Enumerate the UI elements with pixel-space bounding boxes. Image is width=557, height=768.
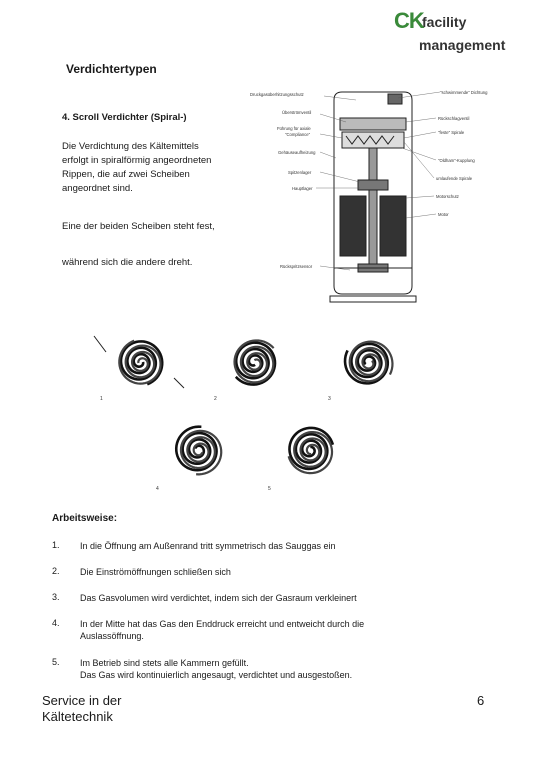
paragraph-line: angeordnet sind. bbox=[62, 183, 133, 194]
paragraph-1 bbox=[62, 140, 262, 196]
inlet-arrow-left bbox=[94, 336, 106, 352]
step-number-1: 1. bbox=[52, 540, 60, 550]
label-rueckschlagventil: Rückschlagventil bbox=[438, 116, 470, 121]
page-number: 6 bbox=[477, 693, 485, 708]
work-title: Arbeitsweise: bbox=[52, 513, 118, 524]
scroll-pair-2 bbox=[235, 340, 276, 384]
step-line: Im Betrieb sind stets alle Kammern gefüllt. bbox=[80, 658, 249, 668]
label-ueberstroemventil: Überströmventil bbox=[282, 110, 312, 115]
paragraph-line: während sich die andere dreht. bbox=[62, 257, 193, 268]
label-motor: Motor bbox=[438, 212, 449, 217]
label-motorschutz: Motorschutz bbox=[436, 194, 459, 199]
page-heading: Verdichtertypen bbox=[66, 62, 157, 76]
paragraph-line: Eine der beiden Scheiben steht fest, bbox=[62, 221, 215, 232]
step-text-1 bbox=[80, 540, 480, 552]
paragraph-line: Rippen, die auf zwei Scheiben bbox=[62, 169, 190, 180]
label-umlaufende-spirale: umlaufende Spirale bbox=[436, 176, 473, 181]
section-subheading: 4. Scroll Verdichter (Spiral-) bbox=[62, 112, 187, 123]
step-text-3 bbox=[80, 592, 480, 604]
label-compliance: "Compliance" bbox=[285, 132, 311, 137]
scroll-spiral-sequence bbox=[90, 320, 430, 500]
step-line: Die Einströmöffnungen schließen sich bbox=[80, 567, 231, 577]
label-rueckspritzsensor: Rückspritzsensor bbox=[280, 264, 313, 269]
paragraph-line: Die Verdichtung des Kältemittels bbox=[62, 141, 199, 152]
paragraph-line: erfolgt in spiralförmig angeordneten bbox=[62, 155, 212, 166]
orbiting-scroll bbox=[289, 432, 332, 473]
label-schwimmende-dichtung: "schwimmende" Dichtung bbox=[440, 90, 488, 95]
step-text-5 bbox=[80, 657, 480, 681]
orbiting-scroll bbox=[350, 342, 393, 382]
step-number-5: 5. bbox=[52, 657, 60, 667]
step-text-2 bbox=[80, 566, 480, 578]
label-gehaeuseaufheizung: Gehäuseaufheizung bbox=[278, 150, 316, 155]
inlet-arrow-right bbox=[174, 378, 184, 388]
step-line: In der Mitte hat das Gas den Enddruck erreicht und entweicht durch die bbox=[80, 619, 365, 629]
spiral-number-4: 4 bbox=[156, 486, 159, 492]
label-fuehrung: Führung für axiale bbox=[277, 126, 311, 131]
label-druckgas: Druckgasüberhitzungsschutz bbox=[250, 92, 304, 97]
spiral-number-3: 3 bbox=[328, 396, 331, 402]
step-number-3: 3. bbox=[52, 592, 60, 602]
step-line: Auslassöffnung. bbox=[80, 631, 144, 641]
paragraph-3 bbox=[62, 256, 262, 270]
footer-line: Service in der bbox=[42, 693, 122, 708]
label-spitzenlager: Spitzenlager bbox=[288, 170, 312, 175]
scroll-pair-1 bbox=[119, 341, 162, 385]
label-hauptlager: Hauptlager bbox=[292, 186, 313, 191]
scroll-compressor-diagram bbox=[250, 88, 546, 308]
footer-line: Kältetechnik bbox=[42, 709, 113, 724]
footer-title bbox=[42, 693, 202, 725]
step-line: In die Öffnung am Außenrand tritt symmetrisch das Sauggas ein bbox=[80, 541, 336, 551]
label-oldham: "Oldham"-Kupplung bbox=[438, 158, 475, 163]
step-number-4: 4. bbox=[52, 618, 60, 628]
scroll-pair-4 bbox=[176, 427, 221, 475]
label-feste-spirale: "feste" Spirale bbox=[438, 130, 465, 135]
step-line: Das Gas wird kontinuierlich angesaugt, verdichtet und ausgestoßen. bbox=[80, 670, 353, 680]
fixed-scroll bbox=[289, 428, 332, 469]
step-text-4 bbox=[80, 618, 480, 642]
logo-line2: management bbox=[419, 37, 506, 53]
spiral-number-2: 2 bbox=[214, 396, 217, 402]
logo-ck: CK bbox=[394, 8, 424, 33]
spiral-number-5: 5 bbox=[268, 486, 271, 492]
step-number-2: 2. bbox=[52, 566, 60, 576]
scroll-pair-5 bbox=[289, 428, 333, 473]
spiral-number-1: 1 bbox=[100, 396, 103, 402]
scroll-pair-3 bbox=[345, 342, 392, 384]
logo-line1: facility bbox=[422, 14, 467, 30]
step-line: Das Gasvolumen wird verdichtet, indem sich der Gasraum verkleinert bbox=[80, 593, 357, 603]
paragraph-2 bbox=[62, 220, 262, 234]
